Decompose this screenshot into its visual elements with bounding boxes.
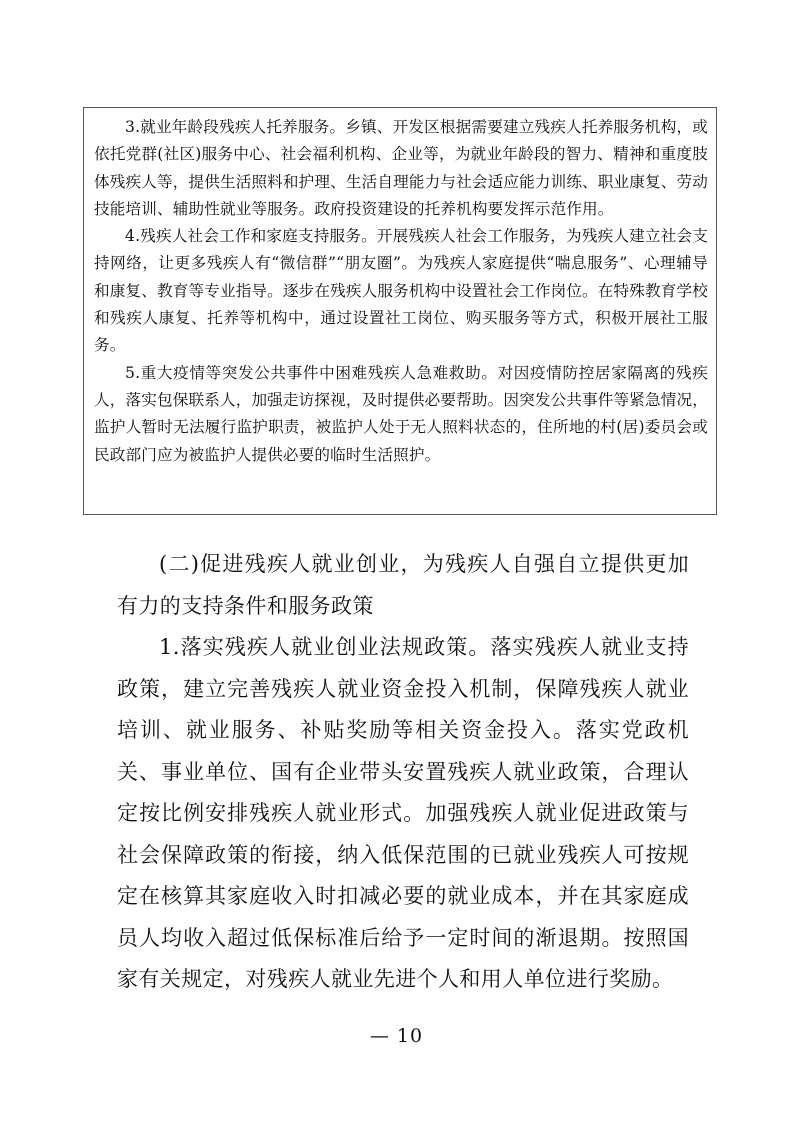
section-paragraph-1: 1.落实残疾人就业创业法规政策。落实残疾人就业支持政策，建立完善残疾人就业资金投入机制，保障残疾人就业培训、就业服务、补贴奖励等相关资金投入。落实党政机关、事业单位、国有企业带头安置残疾人就业政策，合理认定按比例安排残疾人就业形式。加强残疾人就业促进政策与社会保障政策的衔接，纳入低保范围的已就业残疾人可按规定在核算其家庭收入时扣减必要的就业成本，并在其家庭成员人均收入超过低保标准后给予一定时间的渐退期。按照国家有关规定，对残疾人就业先进个人和用人单位进行奖励。	[117, 635, 689, 991]
box-paragraph-5: 5.重大疫情等突发公共事件中困难残疾人急难救助。对因疫情防控居家隔离的残疾人，落实包保联系人，加强走访探视，及时提供必要帮助。因突发公共事件等紧急情况，监护人暂时无法履行监护职责，被监护人处于无人照料状态的，住所地的村(居)委员会或民政部门应为被监护人提供必要的临时生活照护。	[94, 363, 709, 464]
box-paragraph-4: 4.残疾人社会工作和家庭支持服务。开展残疾人社会工作服务，为残疾人建立社会支持网络，让更多残疾人有“微信群”“朋友圈”。为残疾人家庭提供“喘息服务”、心理辅导和康复、教育等专业指导。逐步在残疾人服务机构中设置社会工作岗位。在特殊教育学校和残疾人康复、托养等机构中，通过设置社工岗位、购买服务等方式，积极开展社工服务。	[94, 227, 709, 355]
boxed-text-panel	[83, 107, 717, 515]
section-body	[117, 544, 689, 1001]
box-paragraph-3: 3.就业年龄段残疾人托养服务。乡镇、开发区根据需要建立残疾人托养服务机构，或依托党群(社区)服务中心、社会福利机构、企业等，为就业年龄段的智力、精神和重度肢体残疾人等，提供生活照料和护理、生活自理能力与社会适应能力训练、职业康复、劳动技能培训、辅助性就业等服务。政府投资建设的托养机构要发挥示范作用。	[94, 118, 709, 218]
section-heading: (二)促进残疾人就业创业，为残疾人自强自立提供更加有力的支持条件和服务政策	[117, 552, 689, 618]
page-number: — 10	[369, 1025, 424, 1047]
